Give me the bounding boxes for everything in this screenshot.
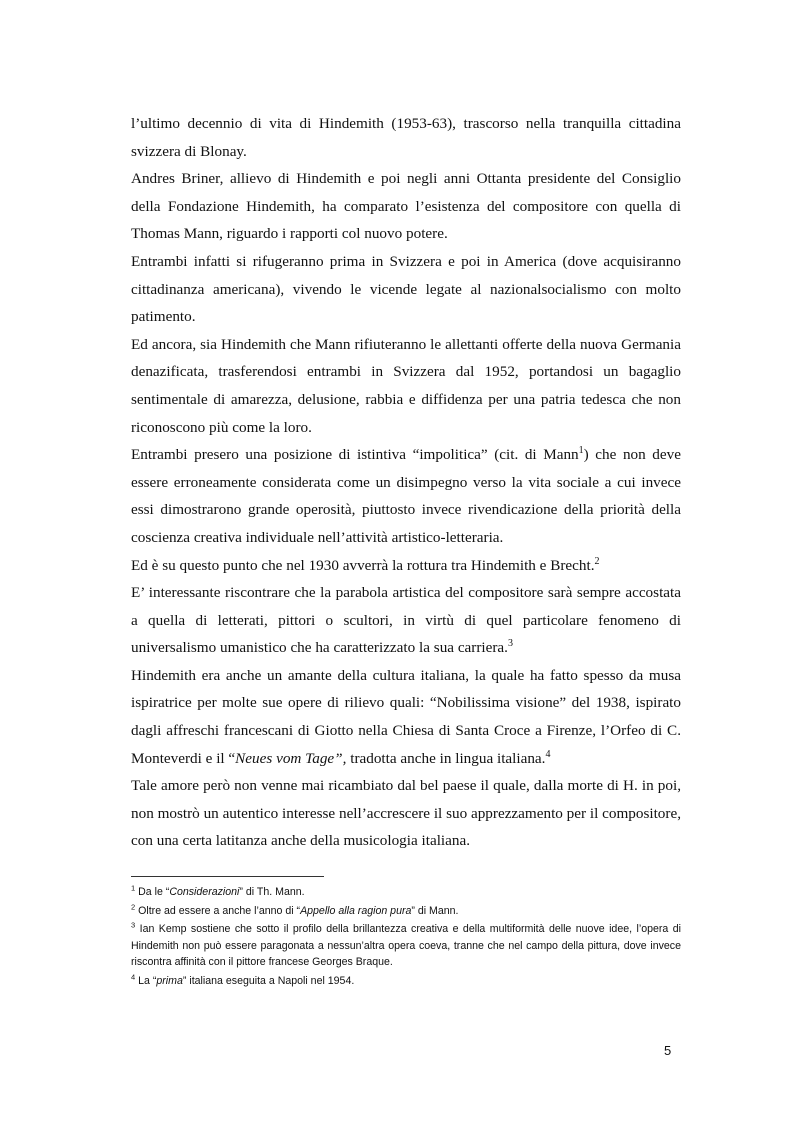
footnote-4	[131, 973, 681, 990]
footnote-4-number: 4	[131, 972, 136, 982]
paragraph-7	[131, 579, 681, 662]
paragraph-8-italic: Neues vom Tage”,	[235, 749, 347, 767]
paragraph-7-text: E’ interessante riscontrare che la parabola artistica del compositore sarà sempre accostata a quella di letterati, pittori o scultori, in virtù di quel particolare fenomeno di universalismo umanistico che ha caratterizzato la sua carriera.	[131, 584, 681, 657]
footnote-2-italic: Appello alla ragion pura	[300, 904, 412, 917]
body-text	[131, 110, 681, 855]
paragraph-9: Tale amore però non venne mai ricambiato dal bel paese il quale, dalla morte di H. in poi, non mostrò un autentico interesse nell’accrescere il suo apprezzamento per il compositore, con una certa latitanza anche della musicologia italiana.	[131, 777, 681, 850]
footnote-separator	[131, 876, 324, 877]
footnote-1	[131, 884, 681, 901]
footnote-1-italic: Considerazioni	[169, 886, 240, 898]
paragraph-2: Andres Briner, allievo di Hindemith e poi negli anni Ottanta presidente del Consiglio della Fondazione Hindemith, ha comparato l’esistenza del compositore con quella di Thomas Mann, riguardo i rapporti col nuovo potere.	[131, 170, 681, 243]
footnote-4-italic: prima	[156, 974, 183, 987]
footnote-1-text-b: ” di Th. Mann.	[239, 886, 305, 898]
footnote-ref-1[interactable]: 1	[578, 445, 584, 457]
paragraph-5	[131, 441, 681, 551]
footnote-2-number: 2	[131, 902, 136, 912]
footnote-4-text-b: ” italiana eseguita a Napoli nel 1954.	[182, 974, 355, 987]
paragraph-6-text: Ed è su questo punto che nel 1930 avverrà la rottura tra Hindemith e Brecht.	[131, 556, 595, 574]
paragraph-6	[131, 552, 681, 580]
footnote-ref-2[interactable]: 2	[594, 555, 600, 567]
paragraph-3: Entrambi infatti si rifugeranno prima in Svizzera e poi in America (dove acquisiranno cittadinanza americana), vivendo le vicende legate al nazionalsocialismo con molto patimento.	[131, 252, 681, 326]
paragraph-1: l’ultimo decennio di vita di Hindemith (1953-63), trascorso nella tranquilla cittadina svizzera di Blonay.	[131, 115, 681, 160]
footnote-ref-3[interactable]: 3	[507, 638, 513, 650]
footnote-1-text-a: Da le “	[138, 886, 170, 898]
footnote-2-text-b: ” di Mann.	[411, 904, 459, 917]
footnote-1-number: 1	[131, 883, 136, 893]
footnote-3-number: 3	[131, 920, 136, 930]
footnote-2-text-a: Oltre ad essere a anche l’anno di “	[138, 904, 301, 917]
page-number: 5	[664, 1043, 672, 1058]
paragraph-8-text-a: Hindemith era anche un amante della cultura italiana, la quale ha fatto spesso da musa ispiratrice per molte sue opere di rilievo quali: “Nobilissima visione” del 1938, ispirato dagli affreschi francescani di Giotto nella Chiesa di Santa Croce a Firenze, l’Orfeo di C. Monteverdi e il “	[131, 666, 681, 767]
paragraph-5-text-b: ) che non deve essere erroneamente considerata come un disimpegno verso la vita sociale a cui invece essi dimostrarono grande operosità, piuttosto invece rivendicazione della priorità della coscienza creativa individuale nell’attività artistico-letteraria.	[131, 446, 681, 546]
footnote-4-text-a: La “	[138, 974, 157, 987]
paragraph-8-text-b: tradotta anche in lingua italiana.	[346, 749, 546, 767]
paragraph-8	[131, 662, 681, 772]
footnote-ref-4[interactable]: 4	[545, 748, 551, 760]
footnote-3-text: Ian Kemp sostiene che sotto il profilo della brillantezza creativa e della multiformità delle nuove idee, l’opera di Hindemith non può essere paragonata a nessun’altra opera coeva, tranne che nel campo della pittura, dove invece riscontra affinità con il pittore francese Georges Braque.	[131, 923, 681, 969]
footnote-2	[131, 903, 681, 920]
paragraph-4: Ed ancora, sia Hindemith che Mann rifiuteranno le allettanti offerte della nuova Germania denazificata, trasferendosi entrambi in Svizzera dal 1952, portandosi un bagaglio sentimentale di amarezza, delusione, rabbia e diffidenza per una patria tedesca che non riconoscono più come la loro.	[131, 335, 681, 436]
paragraph-5-text-a: Entrambi presero una posizione di istintiva “impolitica” (cit. di Mann	[131, 446, 579, 464]
footnotes	[131, 884, 681, 992]
footnote-3	[131, 921, 681, 971]
